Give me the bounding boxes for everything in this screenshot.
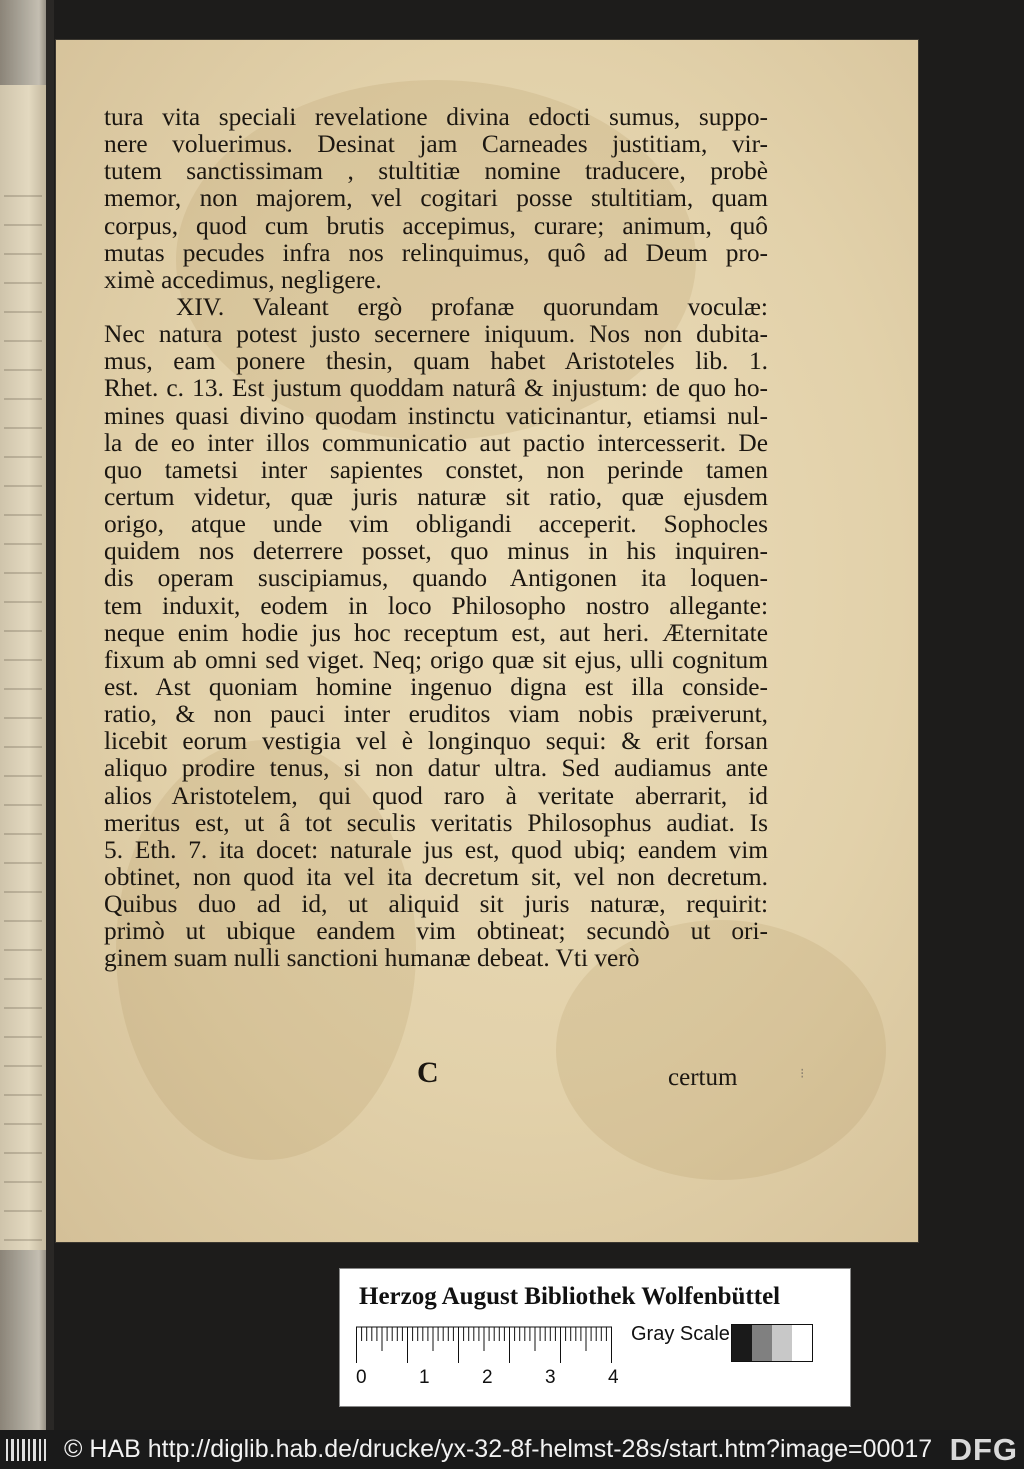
signature-mark: C <box>417 1056 439 1089</box>
text-line: tem induxit, eodem in loco Philosopho nostro allegante: <box>104 591 768 620</box>
ruler-number: 4 <box>608 1367 619 1388</box>
text-line: meritus est, ut â tot seculis veritatis Philosophus audiat. Is <box>104 808 768 837</box>
text-line: mus, eam ponere thesin, quam habet Aristoteles lib. 1. <box>104 347 768 376</box>
text-line: neque enim hodie jus hoc receptum est, aut heri. Æternitate <box>104 618 768 647</box>
text-line: memor, non majorem, vel cogitari posse stultitiam, quam <box>104 184 768 213</box>
gray-swatch <box>752 1325 772 1361</box>
gray-scale-swatches <box>731 1324 813 1362</box>
text-line: 5. Eth. 7. ita docet: naturale jus est, quod ubiq; eandem vim <box>104 835 768 864</box>
text-line: primò ut ubique eandem vim obtineat; secundò ut ori- <box>104 917 768 946</box>
text-line: licebit eorum vestigia vel è longinquo sequi: & erit forsan <box>104 727 768 756</box>
dfg-logo: DFG <box>949 1432 1018 1467</box>
ruler-number: 2 <box>482 1367 493 1388</box>
text-line: tura vita speciali revelatione divina edocti sumus, suppo- <box>104 103 768 131</box>
ruler-number: 1 <box>419 1367 430 1388</box>
text-line: est. Ast quoniam homine ingenuo digna est illa conside- <box>104 672 768 701</box>
text-line: ginem suam nulli sanctioni humanæ debeat. Vti verò <box>104 944 640 973</box>
footer-bar <box>0 1430 1024 1469</box>
text-line: XIV. Valeant ergò profanæ quorundam voculæ: <box>176 292 768 321</box>
page-text <box>104 104 768 973</box>
text-line: dis operam suscipiamus, quando Antigonen ita loquen- <box>104 564 768 593</box>
text-line: quo tametsi inter sapientes constet, non perinde tamen <box>104 455 768 484</box>
footer-copyright-url[interactable]: © HAB http://diglib.hab.de/drucke/yx-32-8f-helmst-28s/start.htm?image=00017 <box>64 1435 933 1463</box>
text-line: aliquo prodire tenus, si non datur ultra. Sed audiamus ante <box>104 754 768 783</box>
text-line: alios Aristotelem, qui quod raro à veritate aberrarit, id <box>104 781 768 810</box>
margin-dots: ⁝ <box>800 1067 806 1082</box>
text-line: corpus, quod cum brutis accepimus, curare; animum, quô <box>104 211 768 240</box>
text-line: quidem nos deterrere posset, quo minus in his inquiren- <box>104 537 768 566</box>
text-line: ratio, & non pauci inter eruditos viam nobis præiverunt, <box>104 700 768 729</box>
gray-scale-label: Gray Scale <box>631 1323 730 1345</box>
text-line: Nec natura potest justo secernere iniquum. Nos non dubita- <box>104 320 768 349</box>
ruler-numbers <box>356 1367 636 1389</box>
text-line: nere voluerimus. Desinat jam Carneades justitiam, vir- <box>104 130 768 159</box>
text-line: Rhet. c. 13. Est justum quoddam naturâ & injustum: de quo ho- <box>104 374 768 403</box>
text-line: mutas pecudes infra nos relinquimus, quô ad Deum pro- <box>104 238 768 267</box>
text-line: tutem sanctissimam , stultitiæ nomine traducere, probè <box>104 157 768 186</box>
text-line: Quibus duo ad id, ut aliquid sit juris naturæ, requirit: <box>104 890 768 919</box>
gray-swatch <box>732 1325 752 1361</box>
gray-swatch <box>772 1325 792 1361</box>
text-line: fixum ab omni sed viget. Neq; origo quæ sit ejus, ulli cognitum <box>104 645 768 674</box>
text-line: certum videtur, quæ juris naturæ sit ratio, quæ ejusdem <box>104 482 768 511</box>
gray-swatch <box>792 1325 812 1361</box>
text-line: la de eo inter illos communicatio aut pactio intercesserit. De <box>104 428 768 457</box>
ruler-number: 3 <box>545 1367 556 1388</box>
library-name: Herzog August Bibliothek Wolfenbüttel <box>359 1283 781 1310</box>
hab-barcode-logo-icon <box>4 1436 48 1464</box>
library-color-card <box>339 1268 851 1407</box>
text-line: ximè accedimus, negligere. <box>104 265 382 294</box>
text-line: obtinet, non quod ita vel ita decretum sit, vel non decretum. <box>104 862 768 891</box>
text-line: origo, atque unde vim obligandi acceperit. Sophocles <box>104 510 768 539</box>
binding-gutter <box>46 0 54 1430</box>
ruler-scale <box>356 1325 612 1365</box>
adjacent-page-edge <box>0 85 48 1250</box>
ruler-number: 0 <box>356 1367 367 1388</box>
text-line: mines quasi divino quodam instinctu vaticinantur, etiamsi nul- <box>104 401 768 430</box>
catchword: certum <box>668 1064 738 1091</box>
